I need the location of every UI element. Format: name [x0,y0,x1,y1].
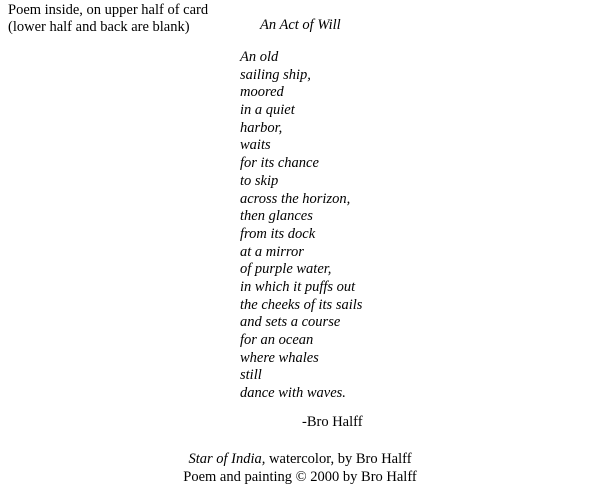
poem-line: from its dock [240,225,316,242]
poem-line: moored [240,84,284,101]
card-note-line-1: Poem inside, on upper half of card [8,2,209,18]
poem-line: then glances [240,208,313,225]
poem-line: of purple water, [240,261,332,278]
poem-line: dance with waves. [240,385,346,402]
card-note-line-2: (lower half and back are blank) [8,19,190,35]
painting-description: watercolor, by Bro Halff [265,451,412,467]
poem-line: in which it puffs out [240,278,356,295]
poem-line: where whales [240,349,319,366]
poem-title: An Act of Will [260,17,341,33]
painting-title: Star of India, [188,451,266,467]
credits [0,450,600,486]
poem-line: across the horizon, [240,190,351,207]
card-note [8,2,208,36]
copyright-line: Poem and painting © 2000 by Bro Halff [183,469,417,485]
poem-line: to skip [240,172,279,189]
painting-credit [0,450,600,468]
poem-signature: -Bro Halff [302,414,363,430]
poem-line: for its chance [240,155,319,172]
poem-line: the cheeks of its sails [240,296,363,313]
poem-line: in a quiet [240,102,295,119]
poem-line: for an ocean [240,332,314,348]
poem-line: harbor, [240,119,283,136]
poem-line: An old [240,49,279,65]
poem-body [240,49,362,403]
poem-line: still [240,367,262,384]
poem-line: and sets a course [240,314,341,331]
poem-line: at a mirror [240,243,304,260]
poem-line: sailing ship, [240,66,311,83]
poem-line: waits [240,137,271,154]
